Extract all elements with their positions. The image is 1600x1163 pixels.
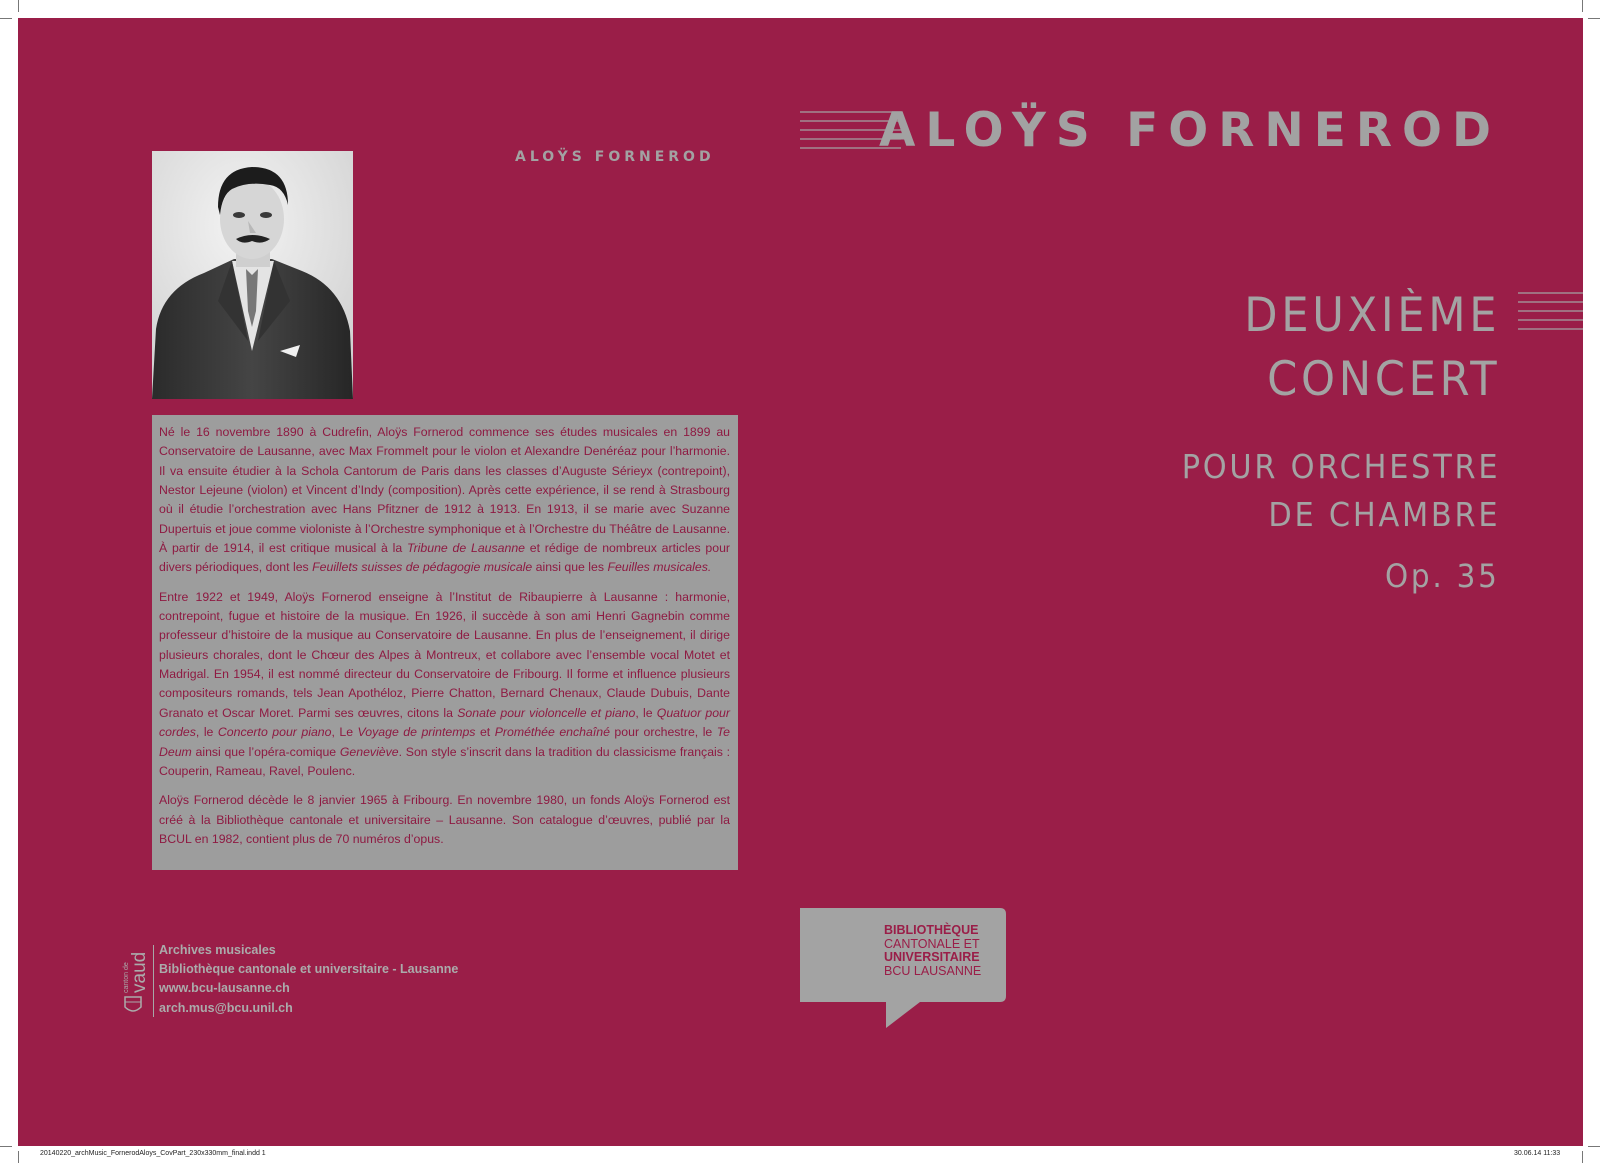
italic-title: Prométhée enchaîné — [494, 725, 610, 740]
bcu-logo-line-1: BIBLIOTHÈQUE — [884, 923, 979, 937]
text-run: Né le 16 novembre 1890 à Cudrefin, Aloÿs Fornerod commence ses études musicales en 1899 au Conservatoire de Lausanne, avec Max Frommelt pour le violon et Alexandre Denéréaz pour l’harmonie. Il va ensuite étudier à la Schola Cantorum de Paris dans les classes d’Auguste Sérieyx (contrepoint), Nestor Lejeune (violon) et Vincent d’Indy (composition). Après cette expérience, il se rend à Strasbourg où il étudie l’orchestration avec Hans Pfitzner de 1912 à 1913. En 1913, il se marie avec Suzanne Dupertuis et joue comme violoniste à l’Orchestre symphonique et à l’Orchestre du Théâtre de Lausanne. À partir de 1914, il est critique musical à la — [159, 425, 730, 556]
text-run: ainsi que les — [532, 560, 608, 575]
text-run: et rédige de nombreux articles pour divers périodiques, dont les — [159, 541, 730, 575]
crop-mark — [1588, 18, 1600, 19]
text-run: ainsi que l’opéra-comique — [191, 744, 340, 759]
bio-paragraph-1 — [159, 423, 730, 578]
italic-title: Feuillets suisses de pédagogie musicale — [312, 560, 533, 575]
italic-title: Te Deum — [159, 725, 730, 759]
footer-archives-label: Archives musicales — [159, 943, 276, 957]
bcu-logo-line-4: BCU LAUSANNE — [884, 963, 982, 978]
canton-vaud-logo — [122, 945, 148, 1015]
footer-email-link[interactable]: arch.mus@bcu.unil.ch — [159, 1000, 293, 1015]
work-title — [1244, 284, 1500, 412]
front-composer-name: ALOŸS FORNEROD — [878, 103, 1501, 158]
bio-paragraph-3 — [159, 791, 730, 849]
italic-title: Concerto pour piano — [217, 725, 332, 740]
crop-mark — [18, 1151, 19, 1163]
text-run: Aloÿs Fornerod décède le 8 janvier 1965 à Fribourg. En novembre 1980, un fonds Aloÿs Fornerod est créé à la Bibliothèque cantonale et universitaire – Lausanne. Son catalogue d’œuvres, publié par la BCUL en 1982, contient plus de 70 numéros d’opus. — [159, 793, 730, 846]
text-run: Entre 1922 et 1949, Aloÿs Fornerod enseigne à l’Institut de Ribaupierre à Lausanne : harmonie, contrepoint, fugue et histoire de la musique. En 1926, il succède à son ami Henri Gagnebin comme professeur d’histoire de la musique au Conservatoire de Lausanne. En plus de l’enseignement, il dirige plusieurs chorales, dont le Chœur des Alpes à Montreux, et collabore avec l’ensemble vocal Motet et Madrigal. En 1954, il est nommé directeur du Conservatoire de Fribourg. Il forme et influence plusieurs compositeurs romands, tels Jean Apothéloz, Pierre Chatton, Bernard Chenaux, Claude Dubuis, Dante Granato et Oscar Moret. Parmi ses œuvres, citons la — [159, 589, 730, 720]
bcu-logo-line-2: CANTONALE ET — [884, 936, 980, 951]
crop-mark — [0, 1146, 12, 1147]
text-run: pour orchestre, le — [609, 725, 717, 740]
work-subtitle — [1181, 443, 1500, 539]
italic-title: Quatuor pour cordes — [159, 705, 730, 740]
biography-box — [152, 415, 738, 870]
text-run: . Son style s’inscrit dans la tradition du classicisme français : Couperin, Rameau, Ravel, Poulenc. — [159, 744, 731, 778]
crop-mark — [0, 18, 12, 19]
text-run: , le — [635, 705, 657, 720]
crop-mark — [1582, 0, 1583, 12]
footer-website-link[interactable]: www.bcu-lausanne.ch — [159, 981, 290, 996]
crop-mark — [1588, 1146, 1600, 1147]
italic-title: Sonate pour violoncelle et piano — [457, 705, 636, 720]
text-run: , Le — [331, 725, 358, 740]
work-title-line-2: CONCERT — [1266, 352, 1500, 407]
work-title-line-1: DEUXIÈME — [1243, 288, 1500, 343]
work-subtitle-line-1: POUR ORCHESTRE — [1181, 447, 1500, 486]
footer-divider — [153, 945, 154, 1017]
footer-library-name: Bibliothèque cantonale et universitaire - Lausanne — [159, 962, 459, 977]
print-slug-filename: 20140220_archMusic_FornerodAloys_CovPart_230x330mm_final.indd 1 — [40, 1150, 266, 1157]
crop-mark — [1582, 1151, 1583, 1163]
canton-vaud-small-text: canton de — [123, 962, 130, 993]
italic-title: Geneviève — [339, 744, 399, 759]
bio-paragraph-2 — [159, 588, 730, 781]
italic-title: Tribune de Lausanne — [406, 541, 526, 556]
text-run: et — [475, 725, 495, 740]
decorative-lines-right — [1518, 292, 1583, 332]
work-subtitle-line-2: DE CHAMBRE — [1268, 495, 1500, 534]
italic-title: Feuilles musicales. — [607, 560, 712, 575]
opus-number: Op. 35 — [1385, 557, 1500, 595]
portrait-photo — [152, 151, 353, 399]
crop-mark — [18, 0, 19, 12]
canton-vaud-big-text: vaud — [129, 951, 148, 993]
footer-contact — [159, 941, 458, 1018]
print-slug-timestamp: 30.06.14 11:33 — [1514, 1150, 1561, 1157]
text-run: , le — [195, 725, 218, 740]
back-cover-header: ALOŸS FORNEROD — [515, 149, 715, 165]
italic-title: Voyage de printemps — [357, 725, 476, 740]
bcu-logo-line-3: UNIVERSITAIRE — [884, 950, 980, 964]
bcu-logo-text — [884, 924, 994, 978]
